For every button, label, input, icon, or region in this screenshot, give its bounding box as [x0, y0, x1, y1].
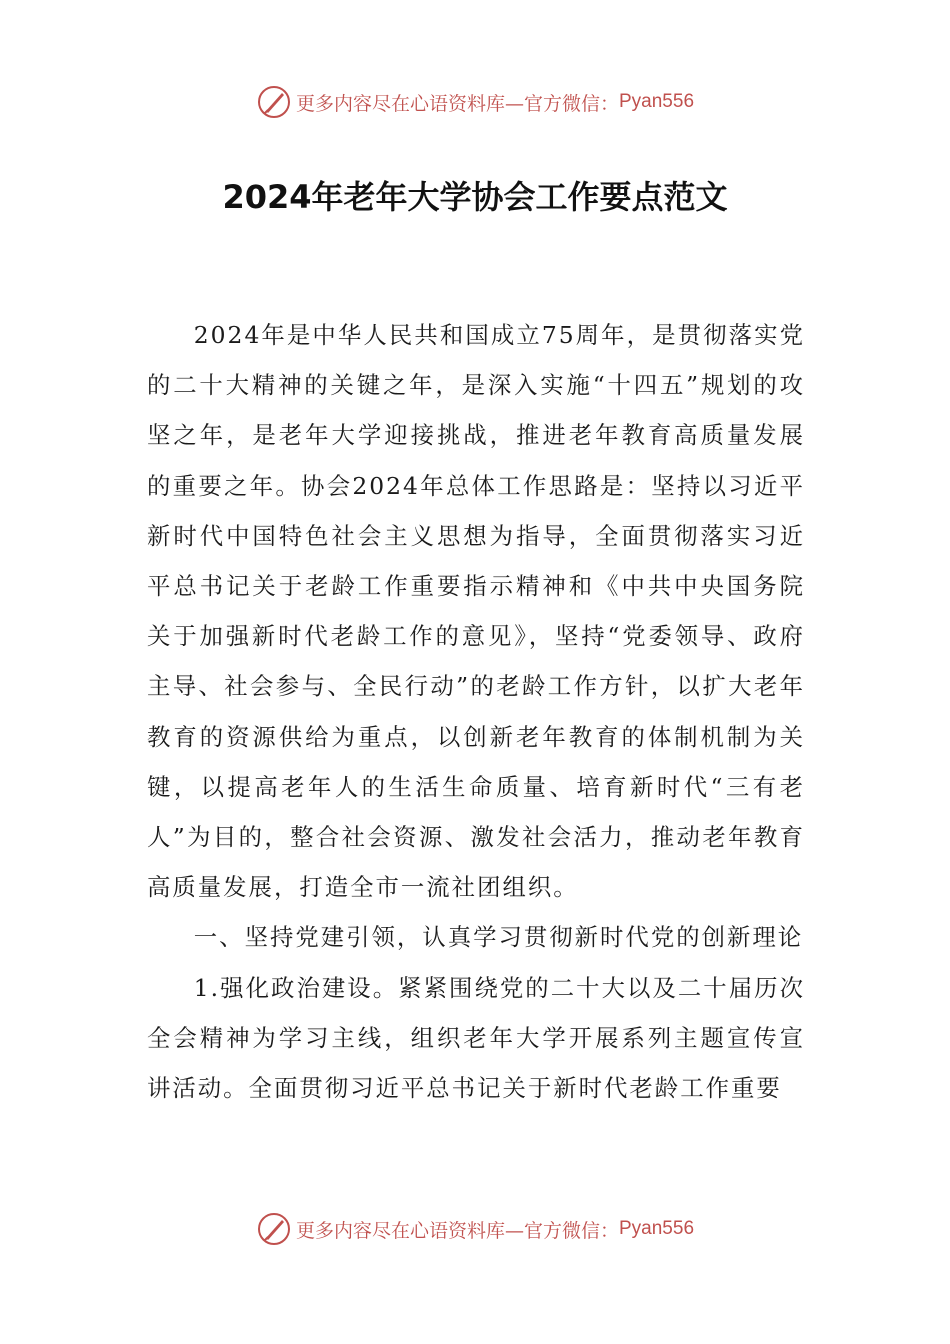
section-heading: 一、坚持党建引领，认真学习贯彻新时代党的创新理论	[193, 923, 804, 952]
item-paragraph: 1.强化政治建设。紧紧围绕党的二十大以及二十届历次全会精神为学习主线，组织老年大学开展系列主题宣传宣讲活动。全面贯彻习近平总书记关于新时代老龄工作重要	[147, 973, 805, 1103]
watermark-text: 更多内容尽在心语资料库—官方微信：	[295, 92, 619, 115]
quill-logo-icon	[256, 1211, 292, 1247]
watermark-header	[0, 84, 950, 120]
watermark-text: 更多内容尽在心语资料库—官方微信：	[295, 1219, 619, 1242]
wechat-id: Pyan556	[619, 91, 695, 112]
wechat-id: Pyan556	[619, 1218, 695, 1239]
quill-logo-icon	[256, 84, 292, 120]
document-title: 2024年老年大学协会工作要点范文	[222, 178, 728, 216]
intro-paragraph: 2024年是中华人民共和国成立75周年，是贯彻落实党的二十大精神的关键之年，是深入实施“十四五”规划的攻坚之年，是老年大学迎接挑战，推进老年教育高质量发展的重要之年。协会2024年总体工作思路是：坚持以习近平新时代中国特色社会主义思想为指导，全面贯彻落实习近平总书记关于老龄工作重要指示精神和《中共中央国务院关于加强新时代老龄工作的意见》，坚持“党委领导、政府主导、社会参与、全民行动”的老龄工作方针，以扩大老年教育的资源供给为重点，以创新老年教育的体制机制为关键，以提高老年人的生活生命质量、培育新时代“三有老人”为目的，整合社会资源、激发社会活力，推动老年教育高质量发展，打造全市一流社团组织。	[147, 321, 805, 902]
document-body	[147, 310, 805, 1113]
watermark-footer	[0, 1211, 950, 1247]
